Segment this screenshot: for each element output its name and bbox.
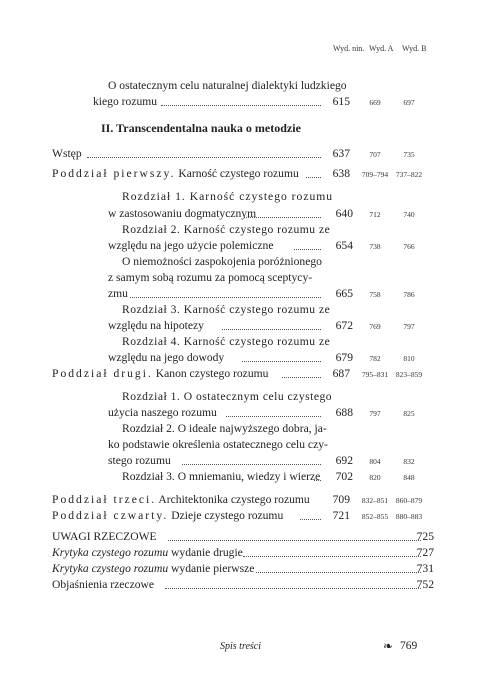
page-number: 725 [416,530,434,543]
entry-text: Rozdział 1. Karność czystego rozumu [122,190,334,203]
page-a: 852–855 [361,512,389,521]
header-wyd-a: Wyd. A [369,44,394,53]
entry-spaced-label: Poddział drugi. [52,367,153,380]
page-number: 688 [335,406,353,419]
leader-dots [165,588,421,589]
entry-text: O ostatecznym celu naturalnej dialektyki ludzkiego [108,79,347,92]
page-number: 702 [335,470,353,483]
page-number: 731 [416,562,434,575]
page-b: 735 [403,150,415,159]
page-b: 697 [403,98,415,107]
page-number: 640 [335,207,353,220]
page-b: 832 [403,457,415,466]
page-b: 825 [403,409,415,418]
leader-dots [222,329,321,330]
page-number: 638 [332,167,350,180]
entry-text: UWAGI RZECZOWE [52,530,157,543]
page-number: 637 [332,147,350,160]
leader-dots [282,377,321,378]
entry-text [52,492,310,507]
leader-dots [242,361,321,362]
entry-text: stego rozumu [108,454,171,467]
page-b: 797 [403,322,415,331]
leader-dots [182,464,321,465]
leader-dots [294,249,321,250]
entry-text: Rozdział 1. O ostatecznym celu czystego [122,390,333,403]
entry-text: Rozdział 2. O ideale najwyższego dobra, ja- [122,422,327,435]
page-number: 665 [335,287,353,300]
entry-text [52,166,299,181]
entry-title: Karność czystego rozumu [178,167,299,180]
page-b: 880–883 [395,512,423,521]
entry-text: względu na jego dowody [108,351,225,364]
entry-text: Rozdział 4. Karność czystego rozumu ze [122,335,331,348]
page-number: 672 [335,319,353,332]
entry-text: z samym sobą rozumu za pomocą sceptycy- [108,271,313,284]
page-a: 782 [369,354,381,363]
page-number: 615 [332,95,350,108]
entry-text: ko podstawie określenia ostatecznego celu czy- [108,438,328,451]
leader-dots [226,416,321,417]
page-b: 810 [403,354,415,363]
page-a: 712 [369,210,381,219]
page-number: 679 [335,351,353,364]
page-a: 804 [369,457,381,466]
book-title: Krytyka czystego rozumu [52,546,169,559]
page-a: 795–831 [361,370,389,379]
leader-dots [306,177,321,178]
leader-dots [168,540,421,541]
page-a: 758 [369,290,381,299]
leader-dots [243,556,421,557]
leader-dots [87,157,321,158]
page-b: 766 [403,242,415,251]
page-number: 687 [332,367,350,380]
entry-title: wydanie drugie [168,546,243,559]
leader-dots [314,480,321,481]
entry-text [52,561,254,576]
page-a: 769 [369,322,381,331]
entry-text: w zastosowaniu dogmatycznym [108,207,257,220]
page-b: 786 [403,290,415,299]
page-b: 848 [403,473,415,482]
page-b: 737–822 [395,170,423,179]
entry-text [52,545,243,560]
entry-text: Rozdział 3. O mniemaniu, wiedzy i wierze [122,470,321,483]
entry-title: wydanie pierwsze [168,562,255,575]
page-number: 654 [335,239,353,252]
header-wyd-niniejsze: Wyd. nin. [333,44,365,53]
entry-text [52,508,283,523]
entry-text: zmu [108,287,128,300]
page-a: 820 [369,473,381,482]
entry-spaced-label: Poddział pierwszy. [52,167,176,180]
header-wyd-b: Wyd. B [402,44,427,53]
leader-dots [161,105,321,106]
page-a: 832–851 [361,496,389,505]
page-a: 707 [369,150,381,159]
page-number: 727 [416,546,434,559]
entry-text: Rozdział 3. Karność czystego rozumu ze [122,303,331,316]
entry-text: Wstęp [52,147,82,160]
entry-text: Objaśnienia rzeczowe [52,578,155,591]
book-title: Krytyka czystego rozumu [52,562,169,575]
entry-text: Rozdział 2. Karność czystego rozumu ze [122,223,331,236]
page-number: 692 [335,454,353,467]
page-b: 740 [403,210,415,219]
ornament-icon: ❧ [383,639,394,653]
entry-text [52,366,268,381]
entry-text: względu na hipotezy [108,319,204,332]
entry-spaced-label: Poddział czwarty. [52,509,169,522]
entry-spaced-label: Poddział trzeci. [52,493,157,506]
page-a: 738 [369,242,381,251]
page-a: 709–794 [361,170,389,179]
page-number: 709 [332,493,350,506]
entry-text: kiego rozumu [93,95,158,108]
page-number-footer: 769 [400,640,418,652]
page-a: 669 [369,98,381,107]
leader-dots [256,572,421,573]
page-number: 752 [416,578,434,591]
entry-text: użycia naszego rozumu [108,406,217,419]
entry-text: O niemożności zaspokojenia poróżnionego [122,255,322,268]
entry-title: Architektonika czystego rozumu [158,493,310,506]
leader-dots [130,297,321,298]
leader-dots [244,217,321,218]
running-title: Spis treści [220,641,262,652]
leader-dots [300,519,321,520]
page-b: 823–859 [395,370,423,379]
page-b: 860–879 [395,496,423,505]
page-a: 797 [369,409,381,418]
entry-title: Kanon czystego rozumu [155,367,269,380]
entry-title: Dzieje czystego rozumu [171,509,284,522]
entry-text: względu na jego użycie polemiczne [108,239,274,252]
page-number: 721 [332,509,350,522]
section-heading: II. Transcendentalna nauka o metodzie [101,121,301,135]
